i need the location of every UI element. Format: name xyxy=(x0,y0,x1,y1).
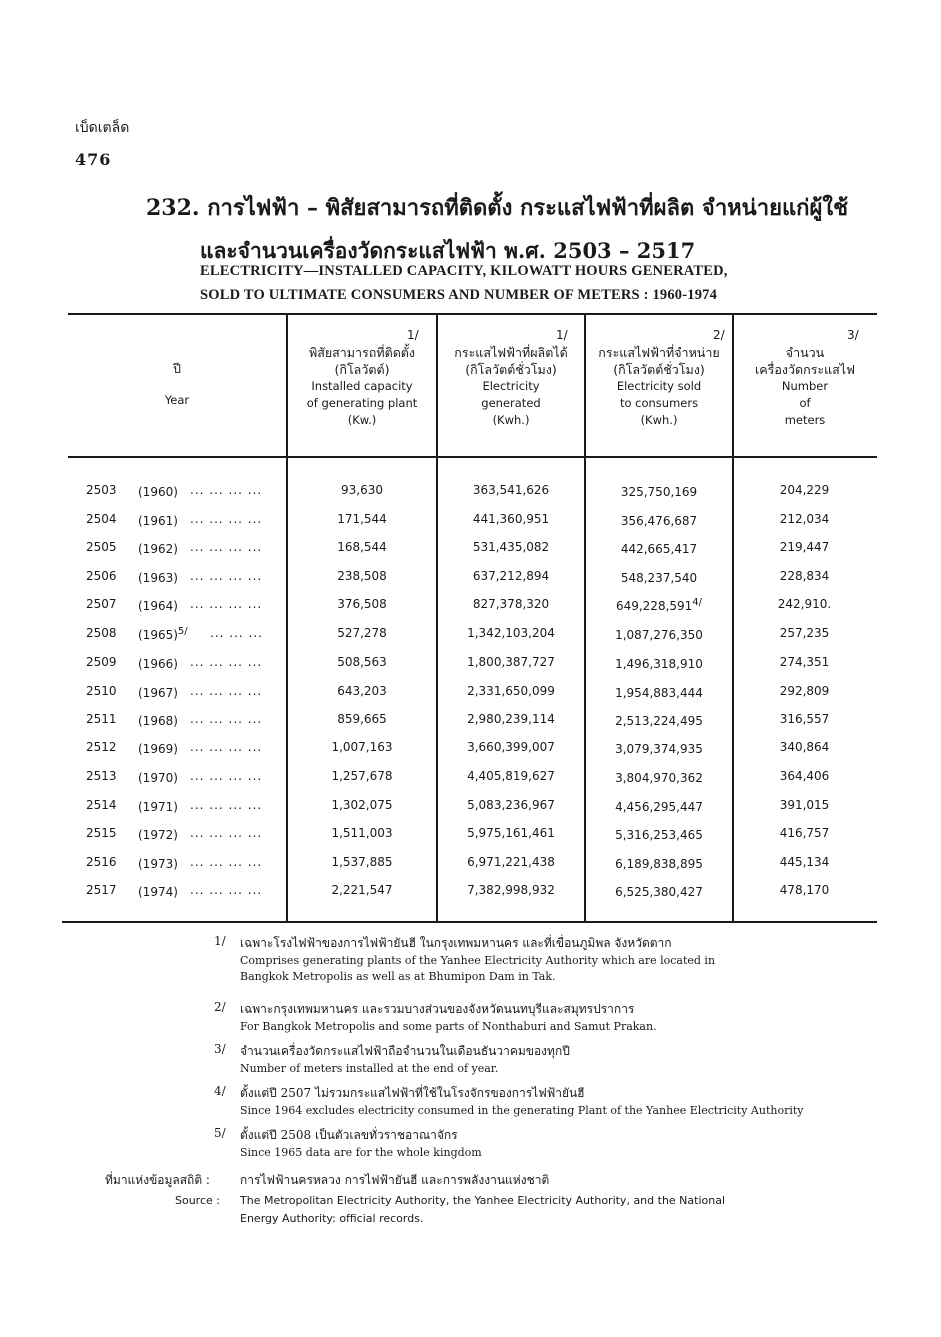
cell-generated: 2,980,239,114 xyxy=(467,712,555,726)
footnote-english: Number of meters installed at the end of year. xyxy=(240,1062,499,1075)
footnote-english: For Bangkok Metropolis and some parts of Nonthaburi and Samut Prakan. xyxy=(240,1020,657,1033)
cell-year-ce-text: (1968) xyxy=(138,714,178,728)
table-row xyxy=(0,769,941,797)
cell-year-ce xyxy=(138,883,178,899)
table-top-rule xyxy=(68,313,877,315)
cell-sold xyxy=(585,798,733,814)
footnote-english: Since 1964 excludes electricity consumed in the generating Plant of the Yanhee Electricity Authority xyxy=(240,1104,804,1117)
cell-meters: 228,834 xyxy=(779,569,830,583)
footnote-mark: 5/ xyxy=(214,1126,226,1140)
table-title-thai-line2: และจำนวนเครื่องวัดกระแสไฟฟ้า พ.ศ. 2503 – 2517 xyxy=(200,238,696,263)
cell-year-ce-text: (1961) xyxy=(138,514,178,528)
cell-sold-value: 1,954,883,444 xyxy=(615,686,703,700)
cell-leader-dots: ... ... ... ... xyxy=(190,569,263,583)
cell-generated: 827,378,320 xyxy=(472,597,550,611)
table-row xyxy=(0,883,941,911)
cell-meters: 364,406 xyxy=(779,769,830,783)
header-capacity-unit: (Kw.) xyxy=(347,413,377,427)
footnote-4 xyxy=(214,1084,804,1119)
cell-capacity: 2,221,547 xyxy=(331,883,393,897)
footnote-thai: ตั้งแต่ปี 2508 เป็นตัวเลขทั่วราชอาณาจักร xyxy=(240,1128,458,1142)
header-year-english: Year xyxy=(164,393,190,407)
cell-sold xyxy=(585,684,733,700)
cell-sold-value: 3,804,970,362 xyxy=(615,771,703,785)
cell-sold xyxy=(585,597,733,613)
cell-sold-value: 649,228,591 xyxy=(615,599,693,613)
cell-capacity: 171,544 xyxy=(337,512,387,526)
source-english-text-2: Energy Authority: official records. xyxy=(240,1212,424,1225)
cell-year-ce xyxy=(138,769,178,785)
cell-generated: 1,342,103,204 xyxy=(467,626,555,640)
cell-sold-value: 442,665,417 xyxy=(620,542,698,556)
header-sold xyxy=(585,344,733,429)
header-capacity-english: Installed capacity xyxy=(311,379,413,393)
cell-leader-dots: ... ... ... ... xyxy=(190,740,263,754)
table-row xyxy=(0,684,941,712)
header-capacity-thai: พิสัยสามารถที่ติดตั้ง xyxy=(308,345,416,360)
cell-generated: 1,800,387,727 xyxy=(467,655,555,669)
header-generated-english-2: generated xyxy=(481,396,541,410)
cell-sold-value: 6,525,380,427 xyxy=(615,885,703,899)
cell-year-ce-text: (1964) xyxy=(138,599,178,613)
table-row xyxy=(0,712,941,740)
table-row xyxy=(0,540,941,568)
cell-leader-dots: ... ... ... xyxy=(210,626,263,640)
header-meters-thai: จำนวน xyxy=(785,345,825,360)
header-meters xyxy=(733,344,877,429)
cell-year-ce-text: (1970) xyxy=(138,771,178,785)
cell-year-ce xyxy=(138,483,178,499)
cell-leader-dots: ... ... ... ... xyxy=(190,684,263,698)
cell-meters: 391,015 xyxy=(779,798,830,812)
cell-meters: 219,447 xyxy=(779,540,830,554)
footnote-thai: เฉพาะกรุงเทพมหานคร และรวมบางส่วนของจังหวัดนนทบุรีและสมุทรปราการ xyxy=(240,1002,635,1016)
cell-leader-dots: ... ... ... ... xyxy=(190,655,263,669)
cell-generated: 2,331,650,099 xyxy=(467,684,555,698)
table-row xyxy=(0,569,941,597)
cell-meters: 445,134 xyxy=(779,855,830,869)
header-generated-unit: (Kwh.) xyxy=(492,413,530,427)
cell-year-be: 2516 xyxy=(86,855,117,869)
cell-capacity: 643,203 xyxy=(337,684,387,698)
source-english-label: Source : xyxy=(175,1194,220,1207)
cell-capacity: 1,302,075 xyxy=(331,798,393,812)
cell-sold-value: 356,476,687 xyxy=(620,514,698,528)
cell-sold xyxy=(585,740,733,756)
cell-year-be: 2504 xyxy=(86,512,117,526)
cell-leader-dots: ... ... ... ... xyxy=(190,597,263,611)
footnote-english-2: Bangkok Metropolis as well as at Bhumipon Dam in Tak. xyxy=(240,970,556,983)
cell-year-ce xyxy=(138,655,178,671)
cell-sold-value: 4,456,295,447 xyxy=(615,800,703,814)
cell-year-ce-text: (1965) xyxy=(138,628,178,642)
cell-generated: 637,212,894 xyxy=(472,569,550,583)
cell-leader-dots: ... ... ... ... xyxy=(190,769,263,783)
cell-sold-value: 5,316,253,465 xyxy=(615,828,703,842)
cell-leader-dots: ... ... ... ... xyxy=(190,512,263,526)
header-bottom-rule xyxy=(68,456,877,458)
header-capacity xyxy=(287,344,437,429)
source-thai-text: การไฟฟ้านครหลวง การไฟฟ้ายันฮี และการพลังงานแห่งชาติ xyxy=(240,1173,550,1187)
header-year xyxy=(68,360,286,409)
cell-year-ce-text: (1969) xyxy=(138,742,178,756)
cell-leader-dots: ... ... ... ... xyxy=(190,798,263,812)
cell-year-be: 2513 xyxy=(86,769,117,783)
footnote-thai: เฉพาะโรงไฟฟ้าของการไฟฟ้ายันฮี ในกรุงเทพมหานคร และที่เขื่อนภูมิพล จังหวัดตาก xyxy=(240,936,672,950)
table-row xyxy=(0,826,941,854)
cell-year-mark: 5/ xyxy=(177,626,188,637)
cell-capacity: 859,665 xyxy=(337,712,387,726)
cell-sold xyxy=(585,883,733,899)
cell-capacity: 1,511,003 xyxy=(331,826,393,840)
footnote-1 xyxy=(214,934,716,985)
footnote-thai: จำนวนเครื่องวัดกระแสไฟฟ้าถือจำนวนในเดือนธันวาคมของทุกปี xyxy=(240,1044,570,1058)
cell-capacity: 508,563 xyxy=(337,655,387,669)
cell-meters: 416,757 xyxy=(779,826,830,840)
table-row xyxy=(0,798,941,826)
cell-generated: 4,405,819,627 xyxy=(467,769,555,783)
table-row xyxy=(0,483,941,511)
cell-year-ce xyxy=(138,684,178,700)
cell-year-ce-text: (1971) xyxy=(138,800,178,814)
source-english-text: The Metropolitan Electricity Authority, the Yanhee Electricity Authority, and the National xyxy=(240,1194,726,1207)
cell-sold xyxy=(585,512,733,528)
cell-year-ce-text: (1966) xyxy=(138,657,178,671)
cell-year-be: 2506 xyxy=(86,569,117,583)
table-row xyxy=(0,626,941,654)
cell-leader-dots: ... ... ... ... xyxy=(190,540,263,554)
header-sold-unit: (Kwh.) xyxy=(640,413,678,427)
cell-sold xyxy=(585,655,733,671)
cell-sold xyxy=(585,626,733,642)
footnote-3 xyxy=(214,1042,570,1077)
header-capacity-english-2: of generating plant xyxy=(306,396,418,410)
cell-year-ce xyxy=(138,569,178,585)
cell-meters: 204,229 xyxy=(779,483,830,497)
cell-capacity: 238,508 xyxy=(337,569,387,583)
cell-generated: 5,083,236,967 xyxy=(467,798,555,812)
cell-leader-dots: ... ... ... ... xyxy=(190,483,263,497)
header-meters-english: Number xyxy=(781,379,829,393)
footnote-mark: 3/ xyxy=(214,1042,226,1056)
table-bottom-rule xyxy=(62,921,877,923)
cell-year-ce-text: (1972) xyxy=(138,828,178,842)
cell-year-ce xyxy=(138,540,178,556)
cell-year-be: 2511 xyxy=(86,712,117,726)
cell-year-ce-text: (1963) xyxy=(138,571,178,585)
header-capacity-ref: 1/ xyxy=(407,328,419,342)
table-row xyxy=(0,740,941,768)
cell-generated: 7,382,998,932 xyxy=(467,883,555,897)
cell-year-ce xyxy=(138,626,188,642)
header-generated-thai-unit: (กิโลวัตต์ชั่วโมง) xyxy=(465,362,557,377)
cell-year-ce xyxy=(138,712,178,728)
cell-sold-value: 2,513,224,495 xyxy=(615,714,703,728)
footnote-english: Since 1965 data are for the whole kingdom xyxy=(240,1146,482,1159)
footnote-thai: ตั้งแต่ปี 2507 ไม่รวมกระแสไฟฟ้าที่ใช้ในโรงจักรของการไฟฟ้ายันฮี xyxy=(240,1086,585,1100)
cell-sold-value: 6,189,838,895 xyxy=(615,857,703,871)
header-meters-english-2: of xyxy=(799,396,811,410)
table-row xyxy=(0,512,941,540)
cell-year-ce xyxy=(138,597,178,613)
footnote-mark: 2/ xyxy=(214,1000,226,1014)
table-title-english-line2: SOLD TO ULTIMATE CONSUMERS AND NUMBER OF METERS : 1960-1974 xyxy=(200,287,718,303)
cell-sold xyxy=(585,569,733,585)
header-generated-english: Electricity xyxy=(482,379,540,393)
cell-year-ce xyxy=(138,826,178,842)
cell-year-be: 2514 xyxy=(86,798,117,812)
footnote-5 xyxy=(214,1126,482,1161)
cell-capacity: 168,544 xyxy=(337,540,387,554)
cell-sold xyxy=(585,826,733,842)
header-sold-thai: กระแสไฟฟ้าที่จำหน่าย xyxy=(598,345,720,360)
cell-year-ce xyxy=(138,740,178,756)
table-row xyxy=(0,855,941,883)
header-generated xyxy=(437,344,585,429)
cell-generated: 5,975,161,461 xyxy=(467,826,555,840)
cell-generated: 441,360,951 xyxy=(472,512,550,526)
cell-year-ce xyxy=(138,798,178,814)
page-number: 476 xyxy=(75,150,112,169)
table-row xyxy=(0,655,941,683)
cell-leader-dots: ... ... ... ... xyxy=(190,712,263,726)
cell-leader-dots: ... ... ... ... xyxy=(190,883,263,897)
cell-sold-value: 325,750,169 xyxy=(620,485,698,499)
cell-year-be: 2503 xyxy=(86,483,117,497)
cell-year-be: 2505 xyxy=(86,540,117,554)
cell-meters: 257,235 xyxy=(779,626,830,640)
cell-year-ce-text: (1960) xyxy=(138,485,178,499)
footnote-english: Comprises generating plants of the Yanhee Electricity Authority which are located in xyxy=(240,954,716,967)
cell-capacity: 1,257,678 xyxy=(331,769,393,783)
cell-year-be: 2509 xyxy=(86,655,117,669)
cell-year-ce-text: (1973) xyxy=(138,857,178,871)
cell-year-be: 2515 xyxy=(86,826,117,840)
header-meters-ref: 3/ xyxy=(847,328,859,342)
header-sold-english: Electricity sold xyxy=(616,379,702,393)
cell-sold-value: 3,079,374,935 xyxy=(615,742,703,756)
cell-capacity: 1,537,885 xyxy=(331,855,393,869)
cell-meters: 292,809 xyxy=(779,684,830,698)
section-label: เบ็ดเตล็ด xyxy=(75,120,130,136)
cell-sold xyxy=(585,769,733,785)
header-sold-english-2: to consumers xyxy=(619,396,699,410)
cell-generated: 531,435,082 xyxy=(472,540,550,554)
header-year-thai: ปี xyxy=(173,361,181,376)
cell-meters: 242,910. xyxy=(777,597,832,611)
cell-sold-value: 1,087,276,350 xyxy=(615,628,703,642)
cell-year-ce-text: (1974) xyxy=(138,885,178,899)
cell-capacity: 376,508 xyxy=(337,597,387,611)
cell-sold xyxy=(585,483,733,499)
cell-year-be: 2510 xyxy=(86,684,117,698)
header-generated-thai: กระแสไฟฟ้าที่ผลิตได้ xyxy=(454,345,568,360)
cell-year-be: 2507 xyxy=(86,597,117,611)
table-title-english-line1: ELECTRICITY—INSTALLED CAPACITY, KILOWATT HOURS GENERATED, xyxy=(200,263,728,279)
cell-year-ce xyxy=(138,512,178,528)
cell-meters: 212,034 xyxy=(779,512,830,526)
cell-sold xyxy=(585,712,733,728)
cell-capacity: 1,007,163 xyxy=(331,740,393,754)
cell-year-ce-text: (1967) xyxy=(138,686,178,700)
cell-sold xyxy=(585,540,733,556)
header-generated-ref: 1/ xyxy=(556,328,568,342)
cell-capacity: 527,278 xyxy=(337,626,387,640)
cell-meters: 340,864 xyxy=(779,740,830,754)
cell-generated: 363,541,626 xyxy=(472,483,550,497)
cell-leader-dots: ... ... ... ... xyxy=(190,826,263,840)
header-meters-thai-2: เครื่องวัดกระแสไฟ xyxy=(755,362,855,377)
header-meters-unit: meters xyxy=(784,413,826,427)
header-sold-thai-unit: (กิโลวัตต์ชั่วโมง) xyxy=(613,362,705,377)
cell-meters: 316,557 xyxy=(779,712,830,726)
cell-capacity: 93,630 xyxy=(341,483,383,497)
cell-meters: 478,170 xyxy=(779,883,830,897)
footnote-mark: 4/ xyxy=(214,1084,226,1098)
cell-generated: 3,660,399,007 xyxy=(467,740,555,754)
table-row xyxy=(0,597,941,625)
header-capacity-thai-unit: (กิโลวัตต์) xyxy=(334,362,390,377)
footnote-mark: 1/ xyxy=(214,934,226,948)
cell-sold-value: 1,496,318,910 xyxy=(615,657,703,671)
cell-year-ce-text: (1962) xyxy=(138,542,178,556)
footnote-2 xyxy=(214,1000,657,1035)
cell-meters: 274,351 xyxy=(779,655,830,669)
cell-sold-value: 548,237,540 xyxy=(620,571,698,585)
source-thai-label: ที่มาแห่งข้อมูลสถิติ : xyxy=(105,1173,210,1187)
table-title-thai-line1: 232. การไฟฟ้า – พิสัยสามารถที่ติดตั้ง กระแสไฟฟ้าที่ผลิต จำหน่ายแก่ผู้ใช้ xyxy=(146,195,849,221)
cell-generated: 6,971,221,438 xyxy=(467,855,555,869)
cell-leader-dots: ... ... ... ... xyxy=(190,855,263,869)
cell-year-be: 2512 xyxy=(86,740,117,754)
cell-sold-mark: 4/ xyxy=(692,597,703,608)
cell-year-be: 2508 xyxy=(86,626,117,640)
cell-sold xyxy=(585,855,733,871)
header-sold-ref: 2/ xyxy=(713,328,725,342)
cell-year-ce xyxy=(138,855,178,871)
cell-year-be: 2517 xyxy=(86,883,117,897)
